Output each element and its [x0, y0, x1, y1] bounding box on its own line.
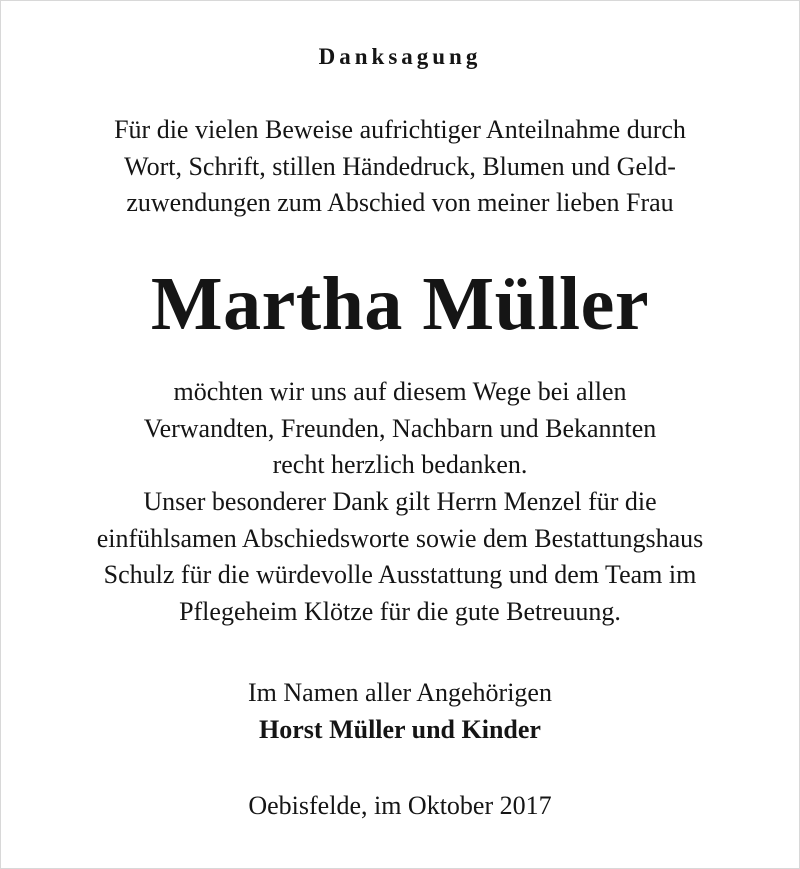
notice-heading: Danksagung [318, 44, 482, 69]
closing-block [1, 675, 799, 748]
special-thanks-paragraph [1, 484, 799, 630]
special-thanks-line: einfühlsamen Abschiedsworte sowie dem Bestattungshaus [96, 523, 704, 553]
signers: Horst Müller und Kinder [259, 714, 541, 744]
special-thanks-line: Schulz für die würdevolle Ausstattung und dem Team im [103, 560, 697, 589]
intro-line: zuwendungen zum Abschied von meiner lieben Frau [126, 188, 674, 217]
thanks-line: möchten wir uns auf diesem Wege bei allen [173, 377, 627, 406]
special-thanks-line: Unser besonderer Dank gilt Herrn Menzel für die [143, 487, 657, 516]
intro-paragraph [1, 112, 799, 222]
thanks-paragraph [1, 374, 799, 484]
intro-line: Wort, Schrift, stillen Händedruck, Blumen und Geld- [124, 151, 676, 181]
thanks-line: Verwandten, Freunden, Nachbarn und Bekannten [143, 413, 657, 443]
closing-phrase: Im Namen aller Angehörigen [248, 678, 552, 707]
thanks-line: recht herzlich bedanken. [272, 450, 528, 479]
intro-line: Für die vielen Beweise aufrichtiger Anteilnahme durch [114, 115, 686, 144]
special-thanks-line: Pflegeheim Klötze für die gute Betreuung. [179, 596, 621, 626]
deceased-name: Martha Müller [150, 262, 650, 346]
place-date: Oebisfelde, im Oktober 2017 [248, 791, 552, 820]
